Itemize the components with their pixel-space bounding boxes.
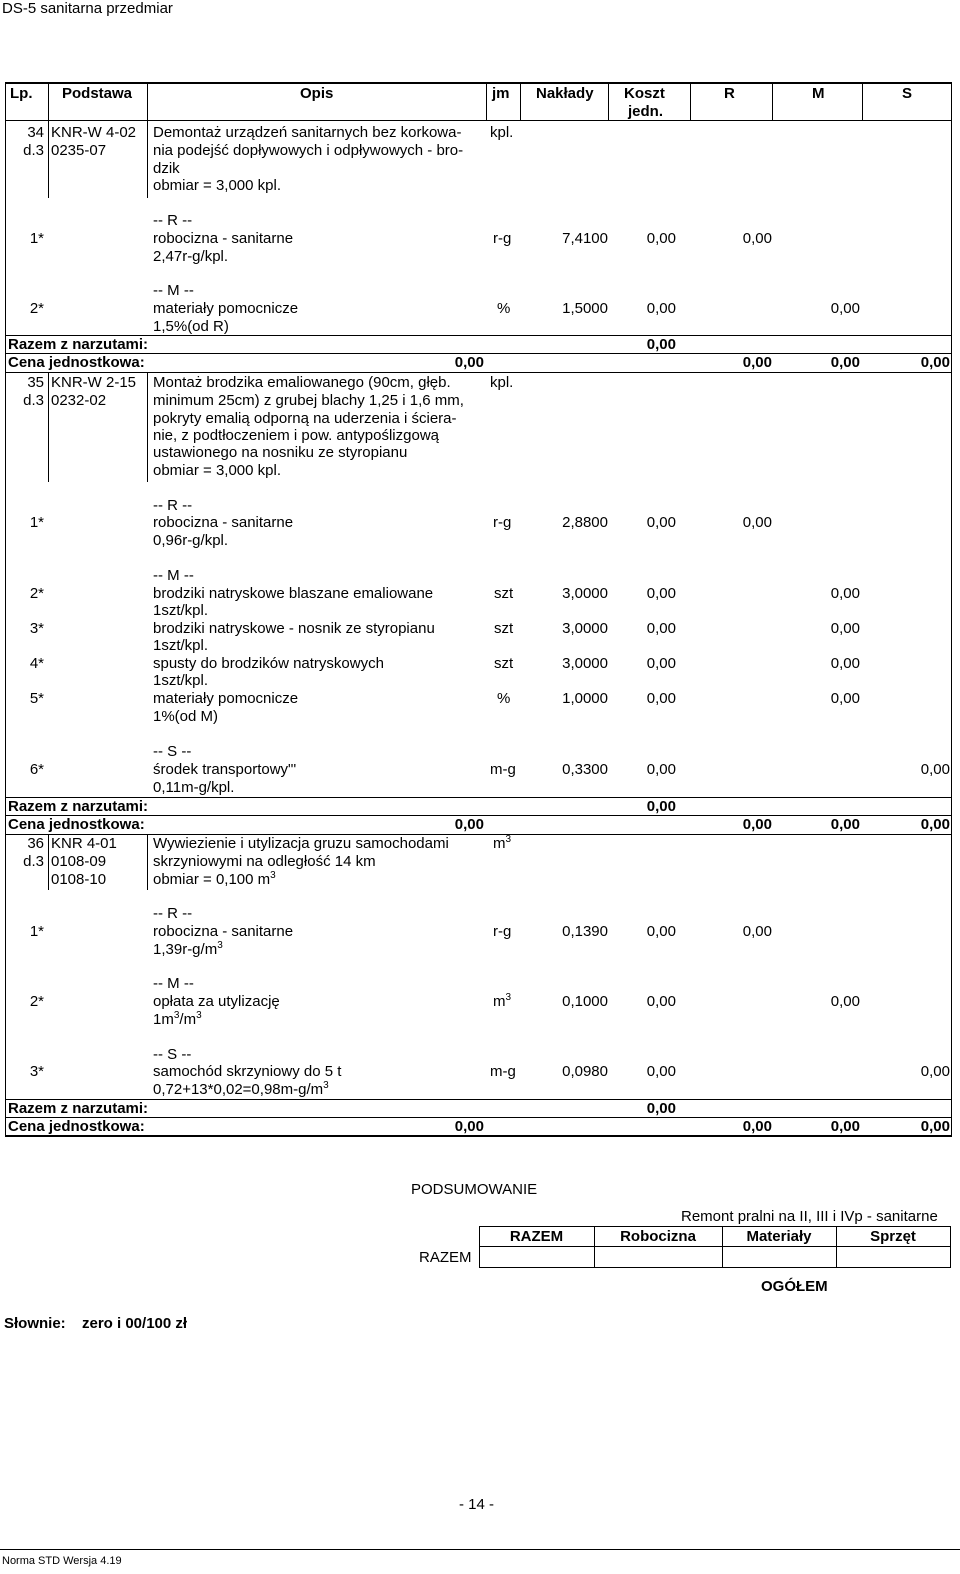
item-m: 0,00 <box>830 655 860 672</box>
lp-dept: d.3 <box>23 853 44 870</box>
item-name: samochód skrzyniowy do 5 t <box>153 1063 342 1080</box>
item-name: opłata za utylizację <box>153 993 280 1010</box>
cena-m: 0,00 <box>830 1118 860 1135</box>
r-header: -- R -- <box>153 212 193 229</box>
item-r: 0,00 <box>742 230 772 247</box>
cena-r: 0,00 <box>742 816 772 833</box>
item-koszt: 0,00 <box>646 993 676 1010</box>
item-jm: szt <box>494 585 514 602</box>
opis-line: Montaż brodzika emaliowanego (90cm, głęb. <box>153 374 451 391</box>
summary-col-materialy: Materiały <box>746 1228 812 1245</box>
col-podstawa: Podstawa <box>62 85 133 102</box>
item-r: 0,00 <box>742 923 772 940</box>
lp: 36 <box>27 835 44 852</box>
jm: kpl. <box>490 124 514 141</box>
item-naklady: 0,1390 <box>562 923 608 940</box>
col-s: S <box>902 85 913 102</box>
razem-value: 0,00 <box>646 336 676 353</box>
item-norm: 1szt/kpl. <box>153 672 209 689</box>
opis-line: minimum 25cm) z grubej blachy 1,25 i 1,6 mm, <box>153 392 464 409</box>
item-name: robocizna - sanitarne <box>153 230 294 247</box>
r-header: -- R -- <box>153 497 193 514</box>
opis-line: nia podejść dopływowych i odpływowych - bro- <box>153 142 464 159</box>
cena-label: Cena jednostkowa: <box>8 1118 145 1135</box>
item-koszt: 0,00 <box>646 1063 676 1080</box>
item-nr: 3* <box>29 620 44 637</box>
podstawa-code: 0108-10 <box>51 871 107 888</box>
opis-line: Demontaż urządzeń sanitarnych bez korkowa- <box>153 124 462 141</box>
item-m: 0,00 <box>830 585 860 602</box>
item-koszt: 0,00 <box>646 761 676 778</box>
cena-s: 0,00 <box>920 1118 950 1135</box>
summary-col-robocizna: Robocizna <box>620 1228 696 1245</box>
cena-value: 0,00 <box>454 816 484 833</box>
cena-s: 0,00 <box>920 354 950 371</box>
item-naklady: 1,0000 <box>562 690 608 707</box>
opis-line: skrzyniowymi na odległość 14 km <box>153 853 376 870</box>
item-name: materiały pomocnicze <box>153 690 299 707</box>
opis-line: pokryty emalią odporną na uderzenia i ściera- <box>153 410 457 427</box>
item-jm: $m^3$ <box>493 992 512 1010</box>
podstawa: KNR-W 4-02 <box>51 124 137 141</box>
slownie-label: Słownie: <box>4 1315 66 1332</box>
item-jm: % <box>497 300 511 317</box>
item-naklady: 0,1000 <box>562 993 608 1010</box>
podstawa-code: 0235-07 <box>51 142 107 159</box>
obmiar: obmiar = 3,000 kpl. <box>153 177 281 194</box>
item-jm: szt <box>494 655 514 672</box>
summary-col-razem: RAZEM <box>509 1228 564 1245</box>
cena-label: Cena jednostkowa: <box>8 816 145 833</box>
item-nr: 2* <box>29 993 44 1010</box>
item-naklady: 0,3300 <box>562 761 608 778</box>
podstawa-code: 0108-09 <box>51 853 107 870</box>
item-nr: 6* <box>29 761 44 778</box>
col-jedn: jedn. <box>628 103 664 120</box>
col-lp: Lp. <box>10 85 33 102</box>
item-r: 0,00 <box>742 514 772 531</box>
item-name: robocizna - sanitarne <box>153 514 294 531</box>
item-m: 0,00 <box>830 620 860 637</box>
col-r: R <box>724 85 735 102</box>
item-nr: 5* <box>29 690 44 707</box>
item-norm: 0,96r-g/kpl. <box>153 532 229 549</box>
cena-label: Cena jednostkowa: <box>8 354 145 371</box>
item-name: brodziki natryskowe - nosnik ze styropianu <box>153 620 435 637</box>
cena-r: 0,00 <box>742 354 772 371</box>
razem-label: Razem z narzutami: <box>8 336 149 353</box>
lp: 35 <box>27 374 44 391</box>
cena-value: 0,00 <box>454 1118 484 1135</box>
page-number: - 14 - <box>459 1496 495 1513</box>
m-header: -- M -- <box>153 282 194 299</box>
item-norm: $0,72+13*0,02=0,98m-g/m^3$ <box>153 1080 329 1098</box>
item-s: 0,00 <box>920 1063 950 1080</box>
item-koszt: 0,00 <box>646 690 676 707</box>
podstawa-code: 0232-02 <box>51 392 107 409</box>
project-name: Remont pralni na II, III i IVp - sanitarne <box>681 1208 938 1225</box>
lp-dept: d.3 <box>23 142 44 159</box>
lp: 34 <box>27 124 44 141</box>
item-koszt: 0,00 <box>646 585 676 602</box>
obmiar: obmiar = 3,000 kpl. <box>153 462 281 479</box>
item-m: 0,00 <box>830 993 860 1010</box>
col-opis: Opis <box>300 85 334 102</box>
opis-line: nie, z podtłoczeniem i pow. antypoślizgową <box>153 427 439 444</box>
item-name: środek transportowy"' <box>153 761 297 778</box>
razem-label: Razem z narzutami: <box>8 1100 149 1117</box>
item-norm: 2,47r-g/kpl. <box>153 248 229 265</box>
item-name: brodziki natryskowe blaszane emaliowane <box>153 585 434 602</box>
item-koszt: 0,00 <box>646 923 676 940</box>
item-norm: 1%(od M) <box>153 708 219 725</box>
item-jm: r-g <box>493 230 512 247</box>
item-name: spusty do brodzików natryskowych <box>153 655 384 672</box>
item-norm: 0,11m-g/kpl. <box>153 779 235 796</box>
summary-title: PODSUMOWANIE <box>411 1181 538 1198</box>
item-jm: m-g <box>490 761 516 778</box>
item-koszt: 0,00 <box>646 620 676 637</box>
m-header: -- M -- <box>153 975 194 992</box>
cena-m: 0,00 <box>830 354 860 371</box>
col-koszt: Koszt <box>624 85 665 102</box>
footer-version: Norma STD Wersja 4.19 <box>2 1555 122 1567</box>
opis-line: Wywiezienie i utylizacja gruzu samochodami <box>153 835 449 852</box>
item-nr: 1* <box>29 230 44 247</box>
item-koszt: 0,00 <box>646 300 676 317</box>
item-jm: r-g <box>493 514 512 531</box>
col-m: M <box>812 85 825 102</box>
item-jm: % <box>497 690 511 707</box>
item-norm: 1szt/kpl. <box>153 602 209 619</box>
item-naklady: 2,8800 <box>562 514 608 531</box>
opis-line: dzik <box>153 160 180 177</box>
slownie-value: zero i 00/100 zł <box>82 1315 188 1332</box>
item-naklady: 0,0980 <box>562 1063 608 1080</box>
item-koszt: 0,00 <box>646 655 676 672</box>
item-nr: 1* <box>29 514 44 531</box>
opis-line: ustawionego na nosniku ze styropianu <box>153 444 408 461</box>
item-nr: 3* <box>29 1063 44 1080</box>
item-norm: 1,5%(od R) <box>153 318 229 335</box>
item-naklady: 7,4100 <box>562 230 608 247</box>
jm: $m^3$ <box>493 834 512 852</box>
razem-label: Razem z narzutami: <box>8 798 149 815</box>
ogolem-label: OGÓŁEM <box>761 1278 828 1295</box>
item-naklady: 1,5000 <box>562 300 608 317</box>
item-koszt: 0,00 <box>646 230 676 247</box>
cena-r: 0,00 <box>742 1118 772 1135</box>
item-name: materiały pomocnicze <box>153 300 299 317</box>
item-name: robocizna - sanitarne <box>153 923 294 940</box>
item-jm: m-g <box>490 1063 516 1080</box>
document-title: DS-5 sanitarna przedmiar <box>2 0 173 17</box>
item-nr: 1* <box>29 923 44 940</box>
item-nr: 4* <box>29 655 44 672</box>
razem-value: 0,00 <box>646 798 676 815</box>
item-koszt: 0,00 <box>646 514 676 531</box>
m-header: -- M -- <box>153 567 194 584</box>
item-norm: 1szt/kpl. <box>153 637 209 654</box>
s-header: -- S -- <box>153 1046 192 1063</box>
podstawa: KNR-W 2-15 <box>51 374 137 391</box>
item-naklady: 3,0000 <box>562 655 608 672</box>
lp-dept: d.3 <box>23 392 44 409</box>
item-m: 0,00 <box>830 300 860 317</box>
item-nr: 2* <box>29 585 44 602</box>
item-m: 0,00 <box>830 690 860 707</box>
r-header: -- R -- <box>153 905 193 922</box>
col-naklady: Nakłady <box>536 85 594 102</box>
cena-s: 0,00 <box>920 816 950 833</box>
item-naklady: 3,0000 <box>562 620 608 637</box>
item-jm: r-g <box>493 923 512 940</box>
summary-row-label: RAZEM <box>419 1249 472 1266</box>
razem-value: 0,00 <box>646 1100 676 1117</box>
item-jm: szt <box>494 620 514 637</box>
cena-value: 0,00 <box>454 354 484 371</box>
podstawa: KNR 4-01 <box>51 835 117 852</box>
item-nr: 2* <box>29 300 44 317</box>
jm: kpl. <box>490 374 514 391</box>
item-norm: $1,39r-g/m^3$ <box>153 940 223 958</box>
item-naklady: 3,0000 <box>562 585 608 602</box>
col-jm: jm <box>492 85 510 102</box>
item-norm: $1m^3/m^3$ <box>153 1010 202 1028</box>
s-header: -- S -- <box>153 743 192 760</box>
item-s: 0,00 <box>920 761 950 778</box>
cena-m: 0,00 <box>830 816 860 833</box>
summary-col-sprzet: Sprzęt <box>870 1228 916 1245</box>
obmiar: obmiar = 0,100 $m^3$ <box>153 870 276 888</box>
